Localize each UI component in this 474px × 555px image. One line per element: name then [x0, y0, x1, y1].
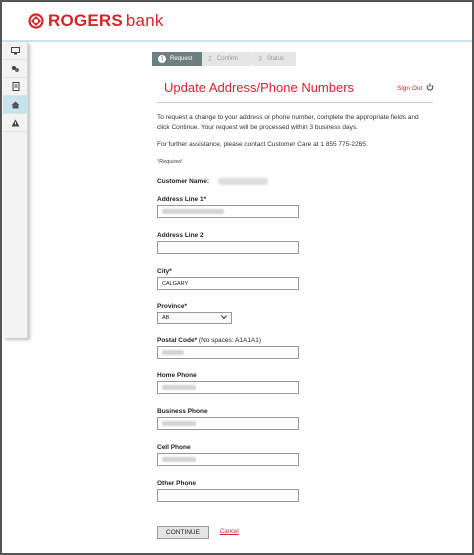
redacted-value	[162, 209, 224, 214]
sidebar-item-accounts[interactable]	[3, 42, 28, 60]
assistance-text: For further assistance, please contact Customer Care at 1 855 775-2265.	[157, 141, 368, 148]
sign-out-label: Sign Out	[397, 84, 423, 92]
sidebar-item-statements[interactable]	[3, 78, 28, 96]
other-phone-label: Other Phone	[157, 480, 197, 487]
rogers-logo-icon	[28, 13, 44, 29]
other-phone-input[interactable]	[157, 489, 299, 502]
business-phone-input[interactable]	[157, 417, 299, 430]
step-number: 2	[208, 55, 212, 63]
sidebar	[3, 42, 28, 338]
document-icon	[12, 78, 20, 96]
redacted-value	[162, 457, 196, 462]
header	[2, 2, 472, 40]
address-line-2-input[interactable]	[157, 241, 299, 254]
header-divider	[2, 40, 472, 42]
postal-code-input[interactable]	[157, 346, 299, 359]
redacted-value	[162, 421, 196, 426]
chevron-down-icon	[221, 315, 227, 321]
province-selected-value: AB	[162, 315, 170, 321]
continue-button[interactable]: CONTINUE	[157, 526, 209, 539]
monitor-icon	[11, 42, 20, 60]
address-line-1-label: Address Line 1*	[157, 196, 207, 203]
sidebar-item-profile[interactable]	[3, 96, 28, 114]
step-request	[152, 52, 202, 66]
step-label: Request	[170, 56, 193, 62]
address-line-1-input[interactable]	[157, 205, 299, 218]
redacted-value	[162, 350, 184, 355]
title-divider	[157, 102, 433, 103]
city-input[interactable]: CALGARY	[157, 277, 299, 290]
step-number: 1	[158, 55, 166, 63]
city-label: City*	[157, 268, 172, 275]
address-line-2-label: Address Line 2	[157, 232, 204, 239]
business-phone-label: Business Phone	[157, 408, 208, 415]
power-icon	[422, 83, 434, 93]
sign-out-link[interactable]	[397, 83, 434, 93]
cancel-link[interactable]: Cancel	[220, 529, 239, 535]
home-icon	[11, 96, 20, 114]
progress-steps	[152, 52, 296, 66]
home-phone-input[interactable]	[157, 381, 299, 394]
intro-text: To request a change to your address or phone number, complete the appropriate fields and click Continue. Your request will be processed within 3 business days.	[157, 114, 419, 131]
province-select[interactable]	[157, 312, 232, 324]
postal-code-hint: (No spaces: A1A1A1)	[198, 337, 262, 344]
step-status	[252, 52, 296, 66]
redacted-value	[162, 385, 196, 390]
cell-phone-label: Cell Phone	[157, 444, 191, 451]
rogers-bank-logo[interactable]	[28, 11, 164, 31]
sidebar-item-transfers[interactable]	[3, 60, 28, 78]
sidebar-item-alerts[interactable]	[3, 114, 28, 132]
step-label: Confirm	[216, 56, 238, 62]
step-number: 3	[258, 55, 262, 63]
step-label: Status	[266, 56, 284, 62]
step-confirm	[202, 52, 252, 66]
cell-phone-input[interactable]	[157, 453, 299, 466]
transfer-icon	[11, 60, 20, 78]
home-phone-label: Home Phone	[157, 372, 197, 379]
logo-text: ROGERS bank	[48, 11, 164, 30]
province-label: Province*	[157, 303, 187, 310]
page-title: Update Address/Phone Numbers	[164, 80, 355, 95]
customer-name-value-redacted	[218, 178, 268, 185]
required-note: *Required	[157, 159, 182, 165]
warning-icon	[11, 114, 20, 132]
customer-name-label: Customer Name:	[157, 178, 210, 185]
postal-code-label: Postal Code* (No spaces: A1A1A1)	[157, 337, 262, 344]
